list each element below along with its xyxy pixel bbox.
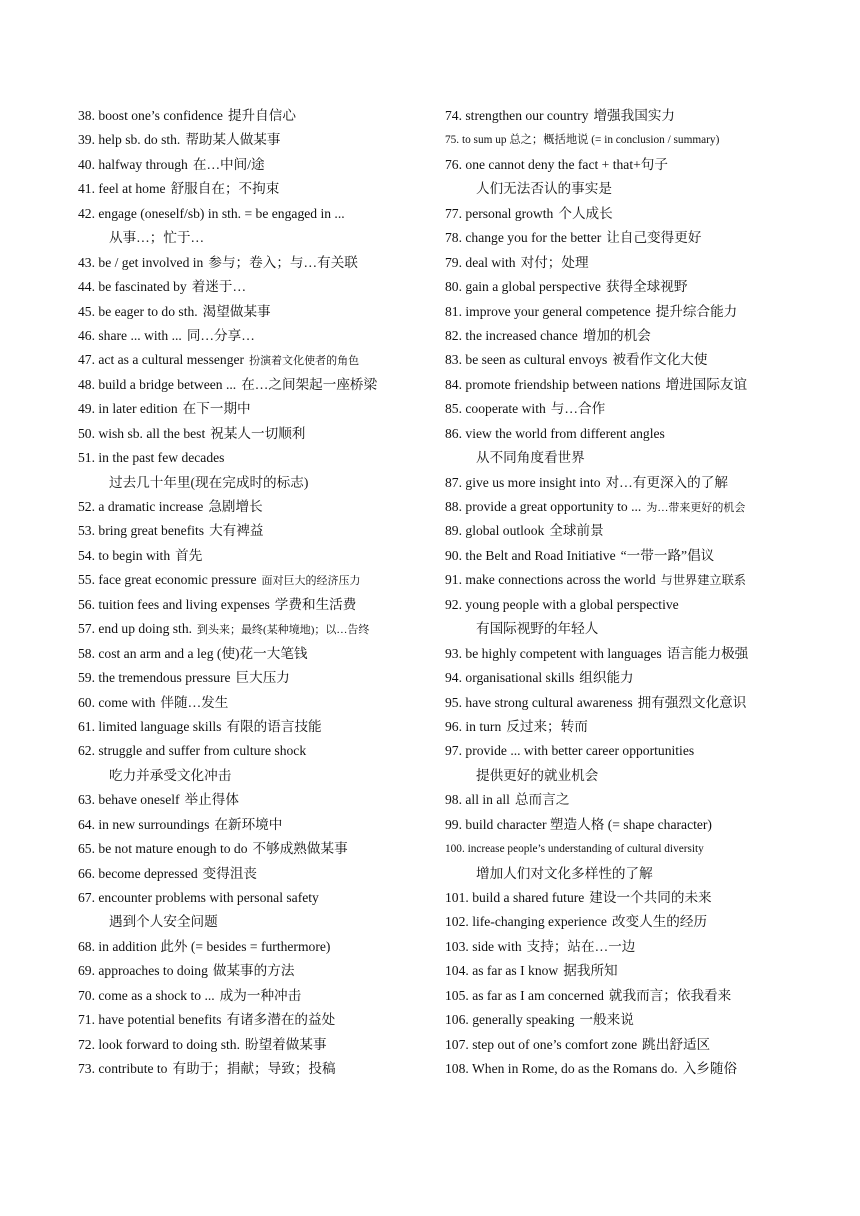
phrase-english: 52. a dramatic increase <box>78 499 204 514</box>
phrase-english: 39. help sb. do sth. <box>78 132 181 148</box>
phrase-entry <box>78 324 433 348</box>
phrase-chinese-meaning: “一带一路”倡议 <box>620 547 715 563</box>
phrase-chinese-meaning: 拥有强烈文化意识 <box>637 694 747 710</box>
phrase-english: 64. in new surroundings <box>78 816 210 832</box>
phrase-entry <box>78 348 433 372</box>
phrase-entry <box>78 886 433 910</box>
phrase-english: 45. be eager to do sth. <box>78 303 198 319</box>
phrase-chinese-meaning: 面对巨大的经济压力 <box>261 575 361 588</box>
phrase-entry <box>78 422 433 446</box>
phrase-entry <box>78 568 433 592</box>
phrase-translation-continuation <box>78 764 433 788</box>
phrase-english: 81. improve your general competence <box>445 303 651 319</box>
phrase-entry <box>78 300 433 324</box>
phrase-chinese-meaning: 做某事的方法 <box>212 963 295 979</box>
phrase-english: 90. the Belt and Road Initiative <box>445 547 616 563</box>
phrase-english: 71. have potential benefits <box>78 1012 222 1028</box>
phrase-entry <box>78 153 433 177</box>
phrase-entry <box>78 128 433 152</box>
phrase-entry <box>78 1008 433 1032</box>
phrase-chinese-meaning: 扮演着文化使者的角色 <box>249 355 360 368</box>
phrase-english: 42. engage (oneself/sb) in sth. = be engaged in ... <box>78 205 345 221</box>
phrase-chinese-meaning: 增强我国实力 <box>593 108 676 123</box>
phrase-chinese-meaning: 同…分享… <box>186 327 255 343</box>
phrase-english: 83. be seen as cultural envoys <box>445 352 608 368</box>
phrase-english: 51. in the past few decades <box>78 450 225 466</box>
phrase-entry <box>445 519 845 543</box>
phrase-english: 82. the increased chance <box>445 327 578 343</box>
phrase-chinese-meaning: 让自己变得更好 <box>606 230 702 246</box>
phrase-chinese-meaning: 与…合作 <box>550 401 606 417</box>
phrase-entry <box>445 886 845 910</box>
phrase-entry <box>445 251 845 275</box>
phrase-chinese-meaning: 对…有更深入的了解 <box>605 474 728 490</box>
phrase-chinese-meaning: 为…带来更好的机会 <box>646 502 746 514</box>
phrase-chinese-meaning: 反过来；转而 <box>506 718 588 734</box>
phrase-chinese-meaning: 不够成熟做某事 <box>252 841 348 857</box>
phrase-chinese-meaning: 首先 <box>175 547 203 563</box>
phrase-chinese-meaning: 语言能力极强 <box>666 645 749 661</box>
phrase-chinese-meaning: 组织能力 <box>579 670 634 686</box>
phrase-english: 92. young people with a global perspective <box>445 596 679 612</box>
phrase-chinese-meaning: 渴望做某事 <box>202 303 271 319</box>
phrase-english: 57. end up doing sth. <box>78 621 193 637</box>
phrase-entry <box>445 153 845 177</box>
phrase-english: 55. face great economic pressure <box>78 572 257 588</box>
phrase-entry <box>78 397 433 421</box>
phrase-chinese-meaning: 有助于；捐献；导致；投稿 <box>172 1061 336 1077</box>
phrase-chinese-meaning: 增进国际友谊 <box>665 376 748 392</box>
phrase-english: 50. wish sb. all the best <box>78 425 206 441</box>
phrase-entry <box>445 837 845 861</box>
phrase-english: 87. give us more insight into <box>445 474 601 490</box>
phrase-english: 84. promote friendship between nations <box>445 376 661 392</box>
phrase-chinese-meaning: 就我而言；依我看来 <box>608 987 732 1003</box>
phrase-english: 75. to sum up 总之；概括地说 (= in conclusion / summary) <box>445 134 720 147</box>
phrase-english: 96. in turn <box>445 718 502 734</box>
phrase-english: 65. be not mature enough to do <box>78 841 248 857</box>
phrase-entry <box>445 324 845 348</box>
phrase-chinese-meaning: 在…中间/途 <box>192 156 265 172</box>
phrase-entry <box>445 1033 845 1057</box>
phrase-english: 41. feel at home <box>78 181 166 197</box>
phrase-chinese-meaning: 在新环境中 <box>214 816 283 832</box>
phrase-english: 99. build character 塑造人格 (= shape character) <box>445 816 712 832</box>
phrase-chinese-meaning: 入乡随俗 <box>682 1061 738 1077</box>
phrase-english: 70. come as a shock to ... <box>78 987 215 1003</box>
phrase-english: 91. make connections across the world <box>445 572 656 588</box>
phrase-entry <box>78 1033 433 1057</box>
phrase-entry <box>445 642 845 666</box>
phrase-english: 88. provide a great opportunity to ... <box>445 499 642 514</box>
phrase-entry <box>78 617 433 641</box>
phrase-entry <box>445 348 845 372</box>
phrase-chinese-meaning: 在…之间架起一座桥梁 <box>241 376 378 392</box>
phrase-entry <box>78 177 433 201</box>
phrase-english: 97. provide ... with better career opportunities <box>445 743 695 759</box>
phrase-translation-continuation <box>78 471 433 495</box>
phrase-entry <box>78 519 433 543</box>
phrase-entry <box>78 202 433 226</box>
phrase-entry <box>445 593 845 617</box>
phrase-chinese-meaning: 有诸多潜在的益处 <box>226 1012 336 1028</box>
phrase-chinese-meaning: 建设一个共同的未来 <box>589 890 712 905</box>
phrase-entry <box>78 642 433 666</box>
phrase-chinese-meaning: 有国际视野的年轻人 <box>476 621 599 637</box>
phrase-english: 38. boost one’s confidence <box>78 108 223 123</box>
phrase-english: 66. become depressed <box>78 865 198 881</box>
phrase-english: 48. build a bridge between ... <box>78 376 237 392</box>
phrase-chinese-meaning: 帮助某人做某事 <box>185 132 281 148</box>
phrase-chinese-meaning: 巨大压力 <box>235 670 290 686</box>
phrase-chinese-meaning: 总而言之 <box>514 792 570 808</box>
phrase-entry <box>445 373 845 397</box>
phrase-chinese-meaning: 舒服自在；不拘束 <box>170 181 280 197</box>
phrase-translation-continuation <box>78 226 433 250</box>
phrase-english: 107. step out of one’s comfort zone <box>445 1036 638 1052</box>
phrase-translation-continuation <box>445 617 845 641</box>
phrase-entry <box>445 715 845 739</box>
phrase-entry <box>78 275 433 299</box>
phrase-entry <box>445 935 845 959</box>
phrase-chinese-meaning: 到头来；最终(某种境地)；以…告终 <box>197 624 370 637</box>
phrase-entry <box>445 666 845 690</box>
phrase-chinese-meaning: 全球前景 <box>549 523 604 539</box>
phrase-entry <box>445 128 845 152</box>
phrase-english: 46. share ... with ... <box>78 327 182 343</box>
phrase-entry <box>78 104 433 128</box>
phrase-chinese-meaning: 大有裨益 <box>209 523 264 539</box>
phrase-chinese-meaning: 据我所知 <box>563 963 618 979</box>
phrase-chinese-meaning: 获得全球视野 <box>605 279 688 295</box>
phrase-entry <box>78 788 433 812</box>
phrase-entry <box>78 495 433 519</box>
phrase-entry <box>445 397 845 421</box>
phrase-chinese-meaning: 提升自信心 <box>227 108 296 123</box>
phrase-english: 102. life-changing experience <box>445 914 607 930</box>
phrase-english: 63. behave oneself <box>78 792 180 808</box>
phrase-translation-continuation <box>445 764 845 788</box>
phrase-translation-continuation <box>445 177 845 201</box>
phrase-chinese-meaning: 在下一期中 <box>182 401 251 417</box>
phrase-entry <box>78 935 433 959</box>
phrase-english: 59. the tremendous pressure <box>78 670 231 686</box>
phrase-english: 68. in addition 此外 (= besides = furthermore) <box>78 938 331 954</box>
phrase-english: 106. generally speaking <box>445 1012 575 1028</box>
phrase-chinese-meaning: 祝某人一切顺利 <box>210 425 306 441</box>
phrase-chinese-meaning: 从事…；忙于… <box>109 230 205 246</box>
phrase-english: 93. be highly competent with languages <box>445 645 662 661</box>
phrase-entry <box>445 568 845 592</box>
phrase-english: 40. halfway through <box>78 156 188 172</box>
phrase-entry <box>445 1057 845 1081</box>
phrase-entry <box>445 788 845 812</box>
phrase-entry <box>78 739 433 763</box>
phrase-english: 49. in later edition <box>78 401 178 417</box>
phrase-english: 95. have strong cultural awareness <box>445 694 633 710</box>
phrase-entry <box>445 813 845 837</box>
phrase-entry <box>78 373 433 397</box>
phrase-english: 104. as far as I know <box>445 963 559 979</box>
phrase-entry <box>445 104 845 128</box>
phrase-chinese-meaning: 变得沮丧 <box>202 865 258 881</box>
phrase-english: 103. side with <box>445 938 522 954</box>
phrase-english: 76. one cannot deny the fact + that+句子 <box>445 156 668 172</box>
phrase-translation-continuation <box>445 446 845 470</box>
phrase-entry <box>78 1057 433 1081</box>
phrase-english: 53. bring great benefits <box>78 523 205 539</box>
phrase-chinese-meaning: 被看作文化大使 <box>612 352 708 368</box>
phrase-english: 54. to begin with <box>78 547 171 563</box>
phrase-entry <box>445 691 845 715</box>
phrase-english: 94. organisational skills <box>445 670 575 686</box>
phrase-english: 44. be fascinated by <box>78 279 187 295</box>
phrase-chinese-meaning: 着迷于… <box>191 279 247 295</box>
phrase-chinese-meaning: 参与；卷入；与…有关联 <box>208 254 358 270</box>
phrase-chinese-meaning: 举止得体 <box>184 792 239 808</box>
phrase-english: 73. contribute to <box>78 1061 168 1077</box>
phrase-english: 80. gain a global perspective <box>445 279 601 295</box>
phrase-translation-continuation <box>78 910 433 934</box>
phrase-chinese-meaning: 增加的机会 <box>582 327 651 343</box>
phrase-chinese-meaning: 改变人生的经历 <box>611 914 708 930</box>
phrase-entry <box>445 471 845 495</box>
phrase-chinese-meaning: 有限的语言技能 <box>226 718 322 734</box>
phrase-english: 43. be / get involved in <box>78 254 204 270</box>
phrase-english: 89. global outlook <box>445 523 545 539</box>
phrase-english: 105. as far as I am concerned <box>445 987 604 1003</box>
phrase-entry <box>78 691 433 715</box>
phrase-entry <box>78 837 433 861</box>
phrase-entry <box>78 715 433 739</box>
phrase-entry <box>78 862 433 886</box>
phrase-entry <box>445 544 845 568</box>
phrase-entry <box>445 1008 845 1032</box>
phrase-entry <box>78 251 433 275</box>
phrase-chinese-meaning: 一般来说 <box>579 1012 634 1028</box>
phrase-chinese-meaning: 提供更好的就业机会 <box>476 767 599 783</box>
phrase-translation-continuation <box>445 862 845 886</box>
phrase-entry <box>78 544 433 568</box>
phrase-entry <box>445 226 845 250</box>
phrase-entry <box>445 495 845 519</box>
phrase-chinese-meaning: 支持；站在…一边 <box>526 938 636 954</box>
phrase-chinese-meaning: 伴随…发生 <box>160 694 229 710</box>
phrase-chinese-meaning: 成为一种冲击 <box>219 987 302 1003</box>
phrase-english: 85. cooperate with <box>445 401 546 417</box>
phrase-list-right-column <box>445 104 845 1082</box>
phrase-english: 74. strengthen our country <box>445 108 589 123</box>
phrase-chinese-meaning: 急剧增长 <box>208 499 263 514</box>
phrase-entry <box>78 813 433 837</box>
phrase-chinese-meaning: 跳出舒适区 <box>642 1036 711 1052</box>
phrase-chinese-meaning: 学费和生活费 <box>274 596 357 612</box>
phrase-chinese-meaning: 人们无法否认的事实是 <box>476 181 612 197</box>
phrase-entry <box>445 910 845 934</box>
phrase-entry <box>445 275 845 299</box>
phrase-english: 67. encounter problems with personal safety <box>78 890 319 905</box>
phrase-english: 58. cost an arm and a leg (使)花一大笔钱 <box>78 645 308 661</box>
phrase-english: 56. tuition fees and living expenses <box>78 596 270 612</box>
phrase-entry <box>445 300 845 324</box>
phrase-chinese-meaning: 从不同角度看世界 <box>476 450 585 466</box>
phrase-english: 101. build a shared future <box>445 890 585 905</box>
phrase-entry <box>78 593 433 617</box>
phrase-entry <box>445 422 845 446</box>
phrase-english: 86. view the world from different angles <box>445 425 665 441</box>
phrase-english: 79. deal with <box>445 254 516 270</box>
phrase-english: 77. personal growth <box>445 205 554 221</box>
phrase-english: 69. approaches to doing <box>78 963 208 979</box>
phrase-chinese-meaning: 过去几十年里(现在完成时的标志) <box>109 474 309 490</box>
phrase-chinese-meaning: 盼望着做某事 <box>244 1036 327 1052</box>
phrase-english: 78. change you for the better <box>445 230 602 246</box>
phrase-english: 72. look forward to doing sth. <box>78 1036 240 1052</box>
phrase-entry <box>445 739 845 763</box>
phrase-entry <box>445 202 845 226</box>
phrase-chinese-meaning: 对付；处理 <box>520 254 589 270</box>
phrase-chinese-meaning: 提升综合能力 <box>655 303 738 319</box>
phrase-english: 62. struggle and suffer from culture shock <box>78 743 307 759</box>
phrase-chinese-meaning: 个人成长 <box>558 205 613 221</box>
phrase-entry <box>78 959 433 983</box>
phrase-chinese-meaning: 遇到个人安全问题 <box>109 914 218 930</box>
phrase-chinese-meaning: 增加人们对文化多样性的了解 <box>476 865 653 881</box>
phrase-english: 108. When in Rome, do as the Romans do. <box>445 1061 678 1077</box>
phrase-english: 47. act as a cultural messenger <box>78 352 245 368</box>
phrase-english: 100. increase people’s understanding of cultural diversity <box>445 843 704 856</box>
phrase-entry <box>445 984 845 1008</box>
phrase-entry <box>78 984 433 1008</box>
phrase-english: 60. come with <box>78 694 156 710</box>
phrase-entry <box>78 666 433 690</box>
phrase-chinese-meaning: 吃力并承受文化冲击 <box>109 767 232 783</box>
phrase-list-left-column <box>78 104 433 1082</box>
phrase-english: 98. all in all <box>445 792 510 808</box>
phrase-entry <box>445 959 845 983</box>
phrase-chinese-meaning: 与世界建立联系 <box>660 573 746 588</box>
phrase-english: 61. limited language skills <box>78 718 222 734</box>
phrase-entry <box>78 446 433 470</box>
